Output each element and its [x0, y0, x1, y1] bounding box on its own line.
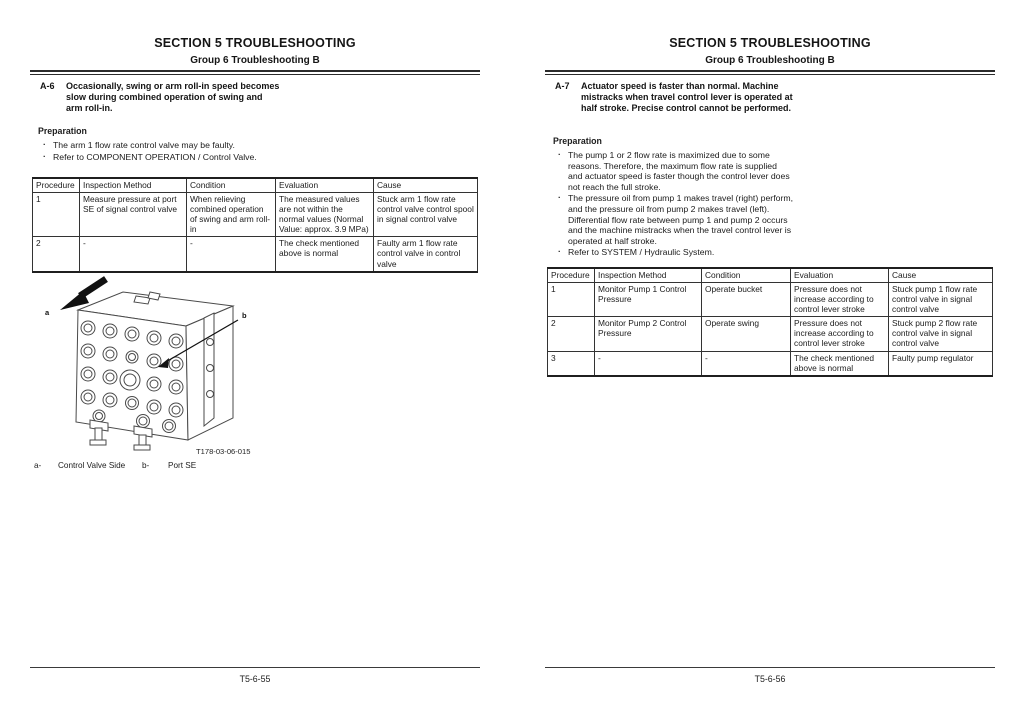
topic-heading	[40, 81, 281, 114]
table-cell: Stuck pump 1 flow rate control valve in signal control valve	[889, 283, 993, 317]
table-cell: -	[187, 237, 276, 272]
table-cell: Stuck arm 1 flow rate control valve control spool in signal control valve	[374, 193, 478, 237]
preparation-item: · The pressure oil from pump 1 makes travel (right) perform, and the pressure oil from pump 2 makes travel (left). Differential flow rate between pump 1 and pump 2 occurs and the machine mistracks when the travel control lever is operated at half stroke.	[557, 193, 793, 246]
valve-figure	[38, 270, 268, 458]
header-rule	[30, 70, 480, 75]
header-rule	[545, 70, 995, 75]
table-cell: Operate swing	[702, 317, 791, 351]
table-row	[33, 193, 478, 237]
group-title: Group 6 Troubleshooting B	[705, 55, 835, 66]
table-header-cell: Procedure	[548, 268, 595, 283]
table-cell: Measure pressure at port SE of signal control valve	[80, 193, 187, 237]
table-cell: Monitor Pump 2 Control Pressure	[595, 317, 702, 351]
table-cell: -	[80, 237, 187, 272]
preparation-list	[557, 150, 793, 259]
table-header-row	[33, 178, 478, 193]
table-row	[548, 283, 993, 317]
inspection-table	[32, 177, 478, 273]
table-cell: The check mentioned above is normal	[791, 351, 889, 376]
preparation-item: · The pump 1 or 2 flow rate is maximized due to some reasons. Therefore, the maximum flow rate is supplied and actuator speed is faster though the control lever does not reach the full stroke.	[557, 150, 793, 192]
table-header-cell: Inspection Method	[595, 268, 702, 283]
figure-marker-a: a	[45, 308, 50, 317]
inspection-table	[547, 267, 993, 377]
table-header-cell: Condition	[702, 268, 791, 283]
topic-text: Occasionally, swing or arm roll-in speed becomes slow during combined operation of swing and arm roll-in.	[66, 81, 280, 113]
topic-id: A-7	[555, 81, 570, 91]
table-cell: Pressure does not increase according to control lever stroke	[791, 283, 889, 317]
table-cell: -	[595, 351, 702, 376]
footer-rule	[30, 667, 480, 668]
valve-illustration	[38, 270, 268, 458]
table-cell: 1	[548, 283, 595, 317]
preparation-list	[42, 140, 462, 163]
table-row	[548, 317, 993, 351]
table-header-cell: Condition	[187, 178, 276, 193]
table-cell: 3	[548, 351, 595, 376]
table-header-cell: Cause	[374, 178, 478, 193]
table-cell: When relieving combined operation of swing and arm roll-in	[187, 193, 276, 237]
table-cell: Stuck pump 2 flow rate control valve in signal control valve	[889, 317, 993, 351]
table-cell: Monitor Pump 1 Control Pressure	[595, 283, 702, 317]
page-left	[30, 0, 480, 723]
table-cell: Faulty pump regulator	[889, 351, 993, 376]
page-right	[545, 0, 995, 723]
section-title: SECTION 5 TROUBLESHOOTING	[154, 36, 356, 50]
table-header-cell: Cause	[889, 268, 993, 283]
table-cell: The measured values are not within the normal values (Normal Value: approx. 3.9 MPa)	[276, 193, 374, 237]
preparation-heading: Preparation	[38, 126, 87, 136]
group-title: Group 6 Troubleshooting B	[190, 55, 320, 66]
table-cell: 2	[33, 237, 80, 272]
callout-a-key: a-	[34, 461, 42, 470]
table-header-cell: Procedure	[33, 178, 80, 193]
page-number: T5-6-56	[754, 674, 786, 684]
valve-block	[76, 292, 233, 450]
table-cell: Faulty arm 1 flow rate control valve in control valve	[374, 237, 478, 272]
table-row	[33, 237, 478, 272]
preparation-item: · The arm 1 flow rate control valve may be faulty.	[42, 140, 462, 151]
topic-id: A-6	[40, 81, 55, 91]
topic-heading	[555, 81, 811, 114]
table-cell: 2	[548, 317, 595, 351]
table-header-cell: Evaluation	[791, 268, 889, 283]
section-title: SECTION 5 TROUBLESHOOTING	[669, 36, 871, 50]
callout-b-key: b-	[142, 461, 150, 470]
figure-marker-b: b	[242, 311, 247, 320]
callout-b-label: Port SE	[168, 461, 197, 470]
table-cell: Operate bucket	[702, 283, 791, 317]
figure-code: T178-03-06-015	[196, 447, 251, 456]
table-header-cell: Evaluation	[276, 178, 374, 193]
preparation-item: · Refer to COMPONENT OPERATION / Control Valve.	[42, 152, 462, 163]
table-cell: -	[702, 351, 791, 376]
table-cell: Pressure does not increase according to control lever stroke	[791, 317, 889, 351]
table-header-row	[548, 268, 993, 283]
table-cell: The check mentioned above is normal	[276, 237, 374, 272]
preparation-heading: Preparation	[553, 136, 602, 146]
table-cell: 1	[33, 193, 80, 237]
table-header-cell: Inspection Method	[80, 178, 187, 193]
footer-rule	[545, 667, 995, 668]
table-row	[548, 351, 993, 376]
callout-a-label: Control Valve Side	[58, 461, 126, 470]
topic-text: Actuator speed is faster than normal. Machine mistracks when travel control lever is operated at half stroke. Precise control cannot be performed.	[581, 81, 793, 113]
page-number: T5-6-55	[239, 674, 271, 684]
preparation-item: · Refer to SYSTEM / Hydraulic System.	[557, 247, 793, 258]
